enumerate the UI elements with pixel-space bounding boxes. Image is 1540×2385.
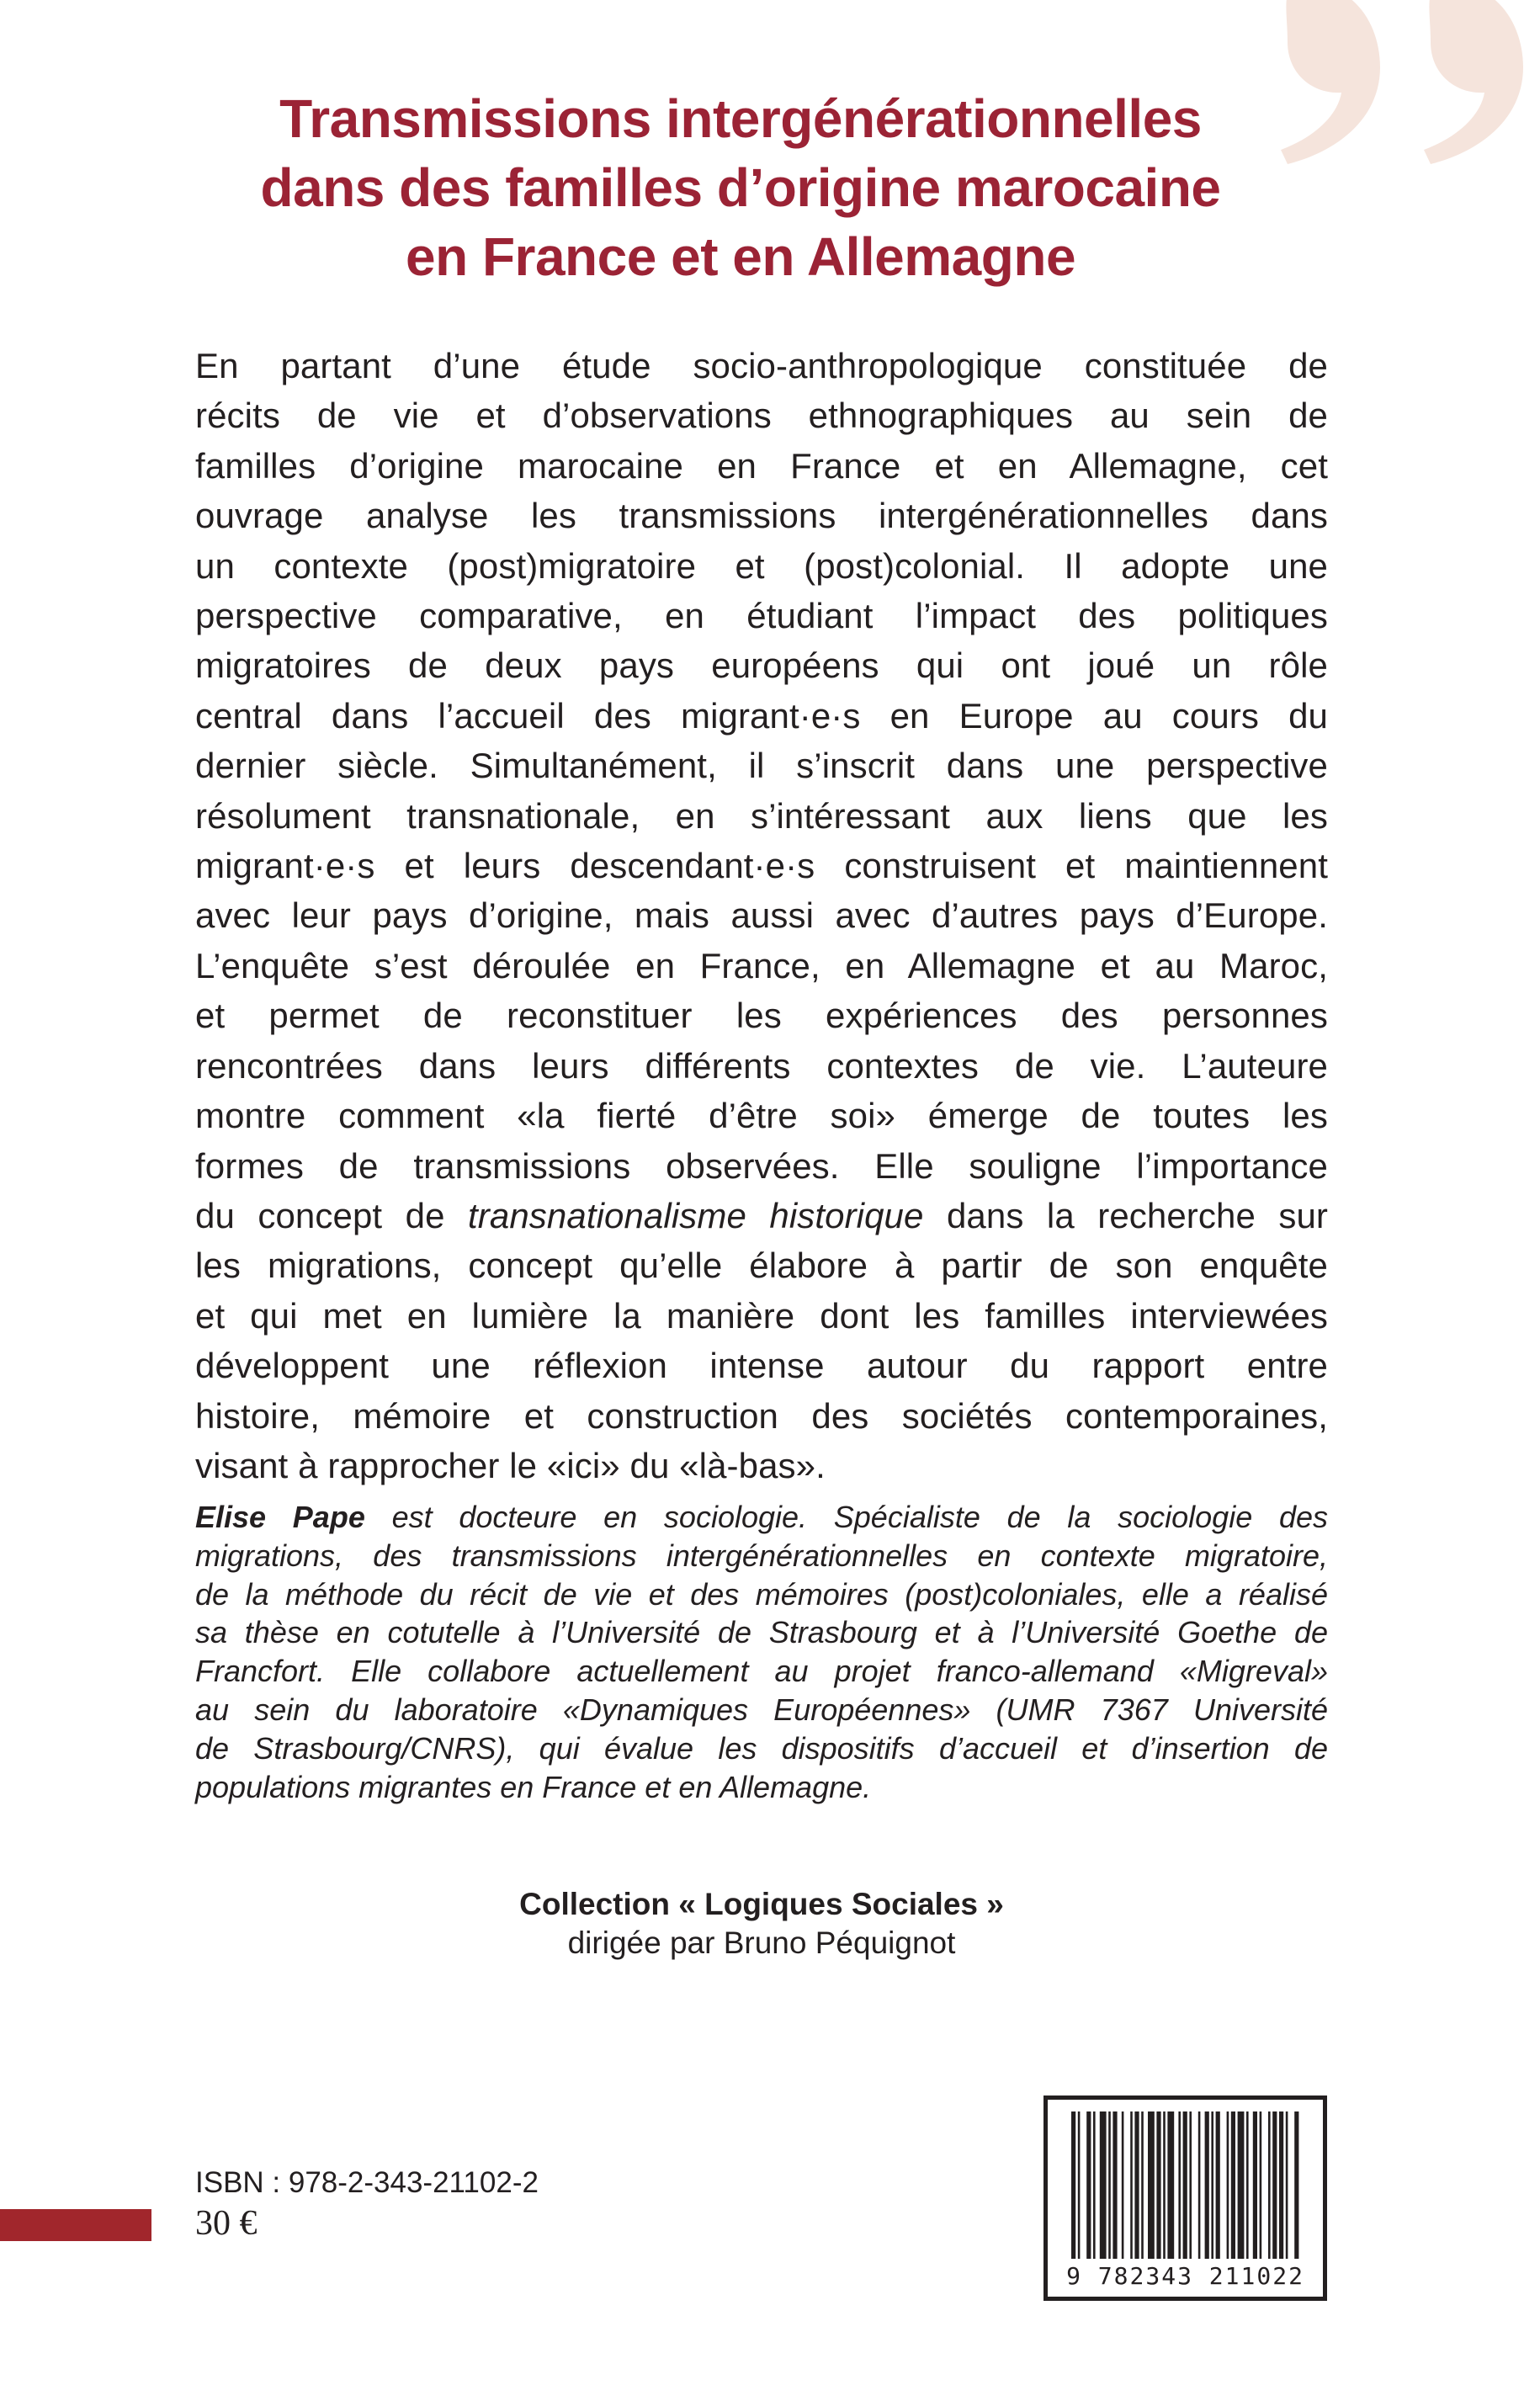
barcode-bar (1093, 2111, 1096, 2259)
abstract-text: dans la recherche sur (923, 1195, 1329, 1235)
abstract-line: avec leur pays d’origine, mais aussi avec d’autres pays d’Europe. (195, 895, 1328, 936)
abstract-line: migratoires de deux pays européens qui ont joué un rôle (195, 645, 1328, 686)
barcode-bar (1141, 2111, 1144, 2259)
isbn-label: ISBN : 978-2-343-21102-2 (195, 2166, 539, 2199)
barcode-icon (1071, 2111, 1300, 2259)
abstract-line: visant à rapprocher le «ici» du «là-bas». (195, 1445, 826, 1485)
abstract-line: développent une réflexion intense autour du rapport entre (195, 1346, 1328, 1386)
barcode-bar (1205, 2111, 1209, 2259)
closing-quote-icon (1254, 0, 1540, 168)
barcode-bar (1183, 2111, 1187, 2259)
abstract-line: central dans l’accueil des migrant·e·s en Europe au cours du (195, 695, 1328, 736)
abstract-line: En partant d’une étude socio-anthropologique constituée de (195, 346, 1328, 385)
barcode-bar (1113, 2111, 1117, 2259)
collection-info (195, 1885, 1328, 1963)
barcode-bar (1130, 2111, 1133, 2259)
barcode-bar (1156, 2111, 1160, 2259)
bio-line: de Strasbourg/CNRS), qui évalue les dispositifs d’accueil et d’insertion de (195, 1730, 1328, 1766)
barcode-bar (1227, 2111, 1229, 2259)
barcode-bar (1148, 2111, 1155, 2259)
collection-name: Collection « Logiques Sociales » (519, 1887, 1004, 1921)
abstract-line: histoire, mémoire et construction des sociétés contemporaines, (195, 1395, 1328, 1436)
abstract-line: et qui met en lumière la manière dont les familles interviewées (195, 1295, 1328, 1336)
abstract-line: rencontrées dans leurs différents contextes de vie. L’auteure (195, 1045, 1328, 1086)
abstract-line: perspective comparative, en étudiant l’impact des politiques (195, 596, 1328, 636)
barcode-bar (1216, 2111, 1220, 2259)
abstract-emphasis: transnationalisme historique (468, 1195, 924, 1235)
barcode-bar (1086, 2111, 1091, 2259)
author-bio (195, 1498, 1328, 1806)
abstract-line: migrant·e·s et leurs descendant·e·s construisent et maintiennent (195, 846, 1328, 886)
barcode-bar (1279, 2111, 1283, 2259)
abstract-line: un contexte (post)migratoire et (post)colonial. Il adopte une (195, 545, 1328, 586)
bio-text: est docteure en sociologie. Spécialiste de la sociologie des (364, 1500, 1328, 1534)
abstract-line: familles d’origine marocaine en France et en Allemagne, cet (195, 445, 1328, 486)
abstract-line: L’enquête s’est déroulée en France, en Allemagne et au Maroc, (195, 945, 1328, 985)
abstract-text: du concept de (195, 1195, 469, 1235)
barcode-bar (1134, 2111, 1139, 2259)
bio-line (195, 1498, 1328, 1537)
book-title (194, 84, 1288, 291)
barcode-digits: 9 782343 211022 (1066, 2262, 1304, 2290)
barcode-bar (1108, 2111, 1111, 2259)
bio-line: Francfort. Elle collabore actuellement au projet franco-allemand «Migreval» (195, 1654, 1328, 1689)
price-label: 30 € (195, 2204, 258, 2243)
abstract-line: formes de transmissions observées. Elle souligne l’importance (195, 1145, 1328, 1186)
abstract-line: récits de vie et d’observations ethnographiques au sein de (195, 396, 1328, 436)
barcode-bar (1272, 2111, 1277, 2259)
author-name: Elise Pape (195, 1500, 365, 1534)
title-line: Transmissions intergénérationnelles (279, 88, 1202, 149)
barcode-bar (1268, 2111, 1271, 2259)
title-line: dans des familles d’origine marocaine (260, 157, 1221, 218)
abstract-line: résolument transnationale, en s’intéressant aux liens que les (195, 795, 1328, 836)
barcode-bar (1163, 2111, 1166, 2259)
abstract-line (195, 1191, 1328, 1240)
barcode-bar (1189, 2111, 1192, 2259)
abstract-line: les migrations, concept qu’elle élabore à partir de son enquête (195, 1246, 1328, 1286)
abstract-line: ouvrage analyse les transmissions intergénérationnelles dans (195, 496, 1328, 536)
barcode-bar (1100, 2111, 1107, 2259)
abstract-line: montre comment «la fierté d’être soi» émerge de toutes les (195, 1096, 1328, 1136)
bio-line: de la méthode du récit de vie et des mémoires (post)coloniales, elle a réalisé (195, 1576, 1328, 1612)
barcode-bar (1246, 2111, 1249, 2259)
barcode-bar (1178, 2111, 1181, 2259)
barcode-bar (1253, 2111, 1257, 2259)
accent-bar (0, 2209, 151, 2241)
bio-line: au sein du laboratoire «Dynamiques Européennes» (UMR 7367 Université (195, 1692, 1328, 1727)
title-line: en France et en Allemagne (405, 226, 1076, 287)
barcode-bar (1122, 2111, 1124, 2259)
barcode-bar (1198, 2111, 1201, 2259)
barcode (1043, 2096, 1327, 2301)
barcode-bar (1078, 2111, 1081, 2259)
barcode-bar (1231, 2111, 1235, 2259)
abstract-line: dernier siècle. Simultanément, il s’inscrit dans une perspective (195, 746, 1328, 786)
barcode-bar (1167, 2111, 1174, 2259)
bio-line: sa thèse en cotutelle à l’Université de Strasbourg et à l’Université Goethe de (195, 1615, 1328, 1650)
barcode-bar (1071, 2111, 1075, 2259)
abstract-line: et permet de reconstituer les expériences des personnes (195, 996, 1328, 1036)
collection-director: dirigée par Bruno Péquignot (567, 1926, 956, 1960)
barcode-bar (1260, 2111, 1262, 2259)
barcode-bar (1286, 2111, 1288, 2259)
bio-line: populations migrantes en France et en Allemagne. (195, 1769, 872, 1804)
barcode-bar (1211, 2111, 1213, 2259)
bio-line: migrations, des transmissions intergénérationnelles en contexte migratoire, (195, 1538, 1328, 1573)
barcode-bar (1294, 2111, 1298, 2259)
book-abstract (195, 341, 1328, 1490)
barcode-bar (1238, 2111, 1245, 2259)
